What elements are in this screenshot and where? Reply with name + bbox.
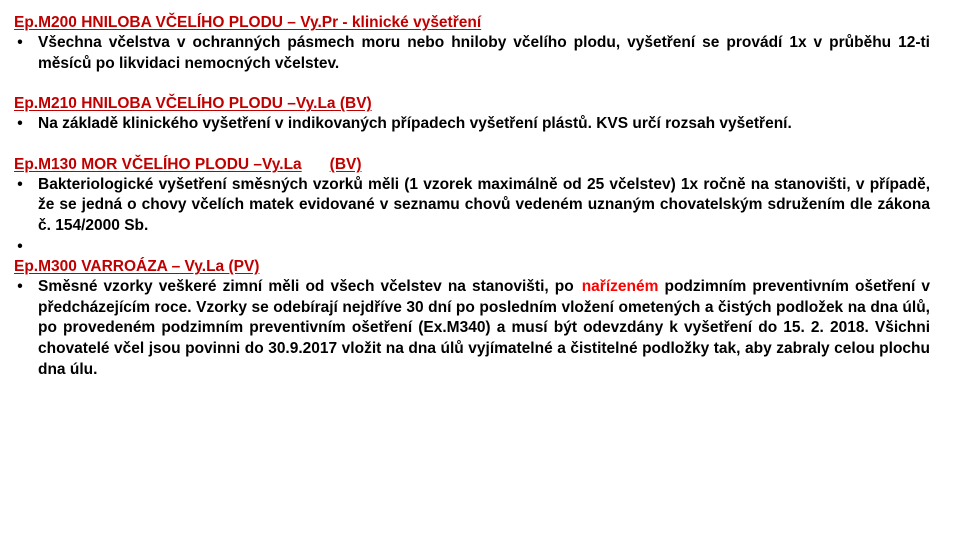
bullet-icon: • xyxy=(17,237,23,255)
section-em210 xyxy=(14,94,930,135)
empty-bullet-item xyxy=(14,237,930,258)
bullet-text: Na základě klinického vyšetření v indikovaných případech vyšetření plástů. KVS určí rozsah vyšetření. xyxy=(38,115,792,133)
bullet-item xyxy=(14,277,930,380)
section-em200 xyxy=(14,13,930,74)
section-heading: Ep.M300 VARROÁZA – Vy.La (PV) xyxy=(14,258,260,276)
bullet-text: Bakteriologické vyšetření směsných vzorků měli (1 vzorek maximálně od 25 včelstev) 1x ročně na stanovišti, v případě, že se jedná o chovy včelích matek evidované v seznamu chovů vedeném uznaným chovatelským sdružením dle zákona č. 154/2000 Sb. xyxy=(38,175,930,234)
bullet-item xyxy=(14,33,930,74)
bullet-item xyxy=(14,175,930,237)
bullet-icon: • xyxy=(17,175,23,193)
section-em130 xyxy=(14,155,930,257)
section-em300 xyxy=(14,257,930,380)
highlighted-text: nařízeném xyxy=(581,278,659,296)
bullet-text-after: podzimním preventivním ošetření v předcházejícím roce. Vzorky se odebírají nejdříve 30 dní po posledním vložení ometených a čistých podložek na dna úlů, po provedeném podzimním preventivním ošetření (Ex.M340) a musí být odevzdány k vyšetření do 15. 2. 2018. Všichni chovatelé včel jsou povinni do 30.9.2017 vložit na dna úlů vyjímatelné a čistitelné podložky tak, aby zabraly celou plochu dna úlu. xyxy=(38,278,930,378)
section-heading-main: Ep.M130 MOR VČELÍHO PLODU –Vy.La xyxy=(14,155,302,173)
section-heading xyxy=(14,155,930,175)
section-heading: Ep.M210 HNILOBA VČELÍHO PLODU –Vy.La (BV) xyxy=(14,95,372,113)
section-heading-suffix: (BV) xyxy=(329,155,362,173)
bullet-icon: • xyxy=(17,278,23,296)
bullet-icon: • xyxy=(17,115,23,133)
bullet-icon: • xyxy=(17,34,23,51)
section-heading: Ep.M200 HNILOBA VČELÍHO PLODU – Vy.Pr - klinické vyšetření xyxy=(14,14,482,31)
bullet-text: Všechna včelstva v ochranných pásmech moru nebo hniloby včelího plodu, vyšetření se provádí 1x v průběhu 12-ti měsíců po likvidaci nemocných včelstev. xyxy=(38,34,930,72)
bullet-text-before: Směsné vzorky veškeré zimní měli od všech včelstev na stanovišti, po xyxy=(38,278,574,296)
bullet-item xyxy=(14,114,930,135)
slide-content xyxy=(14,13,930,400)
